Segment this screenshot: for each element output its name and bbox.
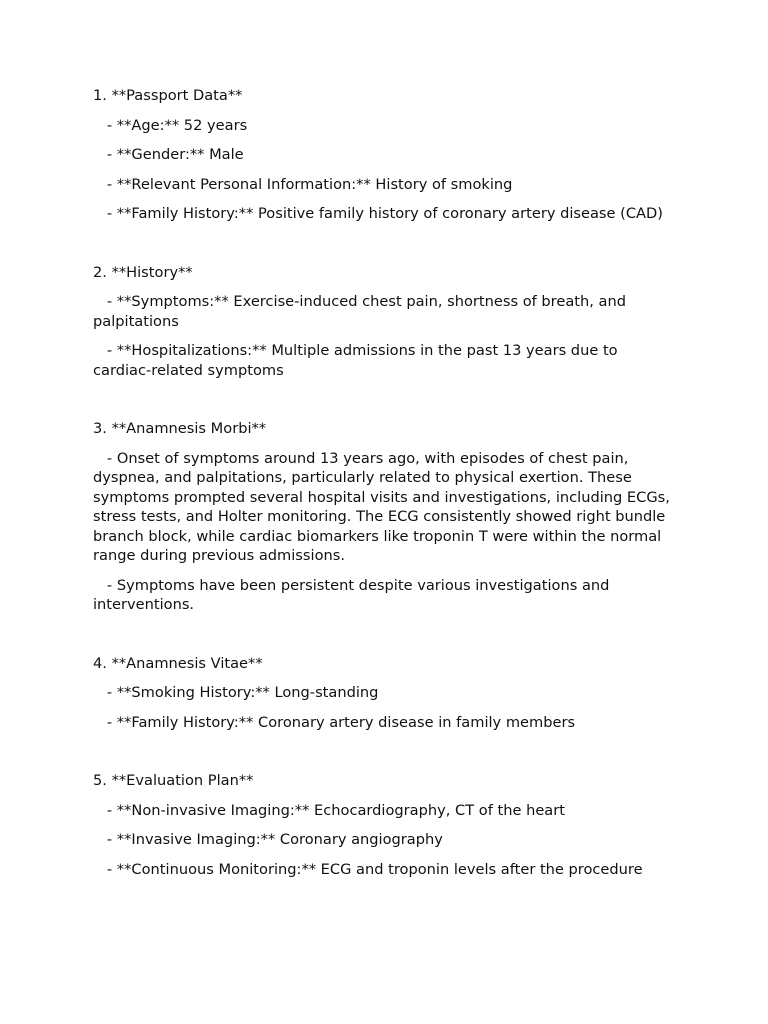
section-heading: 2. **History**: [93, 263, 193, 281]
list-item: - **Relevant Personal Information:** History of smoking: [93, 175, 513, 193]
section-heading: 3. **Anamnesis Morbi**: [93, 420, 267, 437]
list-item: - Symptoms have been persistent despite various investigations and interventions.: [93, 576, 615, 613]
section-heading: 4. **Anamnesis Vitae**: [93, 654, 263, 672]
section-heading: 1. **Passport Data**: [93, 87, 243, 104]
list-item: - **Age:** 52 years: [93, 116, 248, 134]
section-anamnesis-morbi: [93, 419, 678, 615]
document-page: [93, 86, 678, 879]
list-item: - **Family History:** Positive family history of coronary artery disease (CAD): [93, 205, 663, 222]
list-item: - **Continuous Monitoring:** ECG and troponin levels after the procedure: [93, 860, 643, 878]
list-item: - **Hospitalizations:** Multiple admissions in the past 13 years due to cardiac-related symptoms: [93, 342, 623, 379]
list-item: - **Non-invasive Imaging:** Echocardiography, CT of the heart: [93, 801, 565, 819]
section-anamnesis-vitae: [93, 654, 678, 733]
section-history: [93, 263, 678, 381]
list-item: - **Symptoms:** Exercise-induced chest pain, shortness of breath, and palpitations: [93, 293, 631, 330]
section-heading: 5. **Evaluation Plan**: [93, 772, 254, 789]
list-item: - **Family History:** Coronary artery disease in family members: [93, 713, 576, 731]
list-item: - **Gender:** Male: [93, 146, 244, 163]
list-item: - Onset of symptoms around 13 years ago, with episodes of chest pain, dyspnea, and palpitations, particularly related to physical exertion. These symptoms prompted several hospital visits and investigations, including ECGs, stress tests, and Holter monitoring. The ECG consistently showed right bundle branch block, while cardiac biomarkers like troponin T were within the normal range during previous admissions.: [93, 449, 675, 564]
section-passport-data: [93, 86, 678, 224]
section-evaluation-plan: [93, 771, 678, 879]
list-item: - **Invasive Imaging:** Coronary angiography: [93, 831, 443, 848]
list-item: - **Smoking History:** Long-standing: [93, 684, 379, 701]
